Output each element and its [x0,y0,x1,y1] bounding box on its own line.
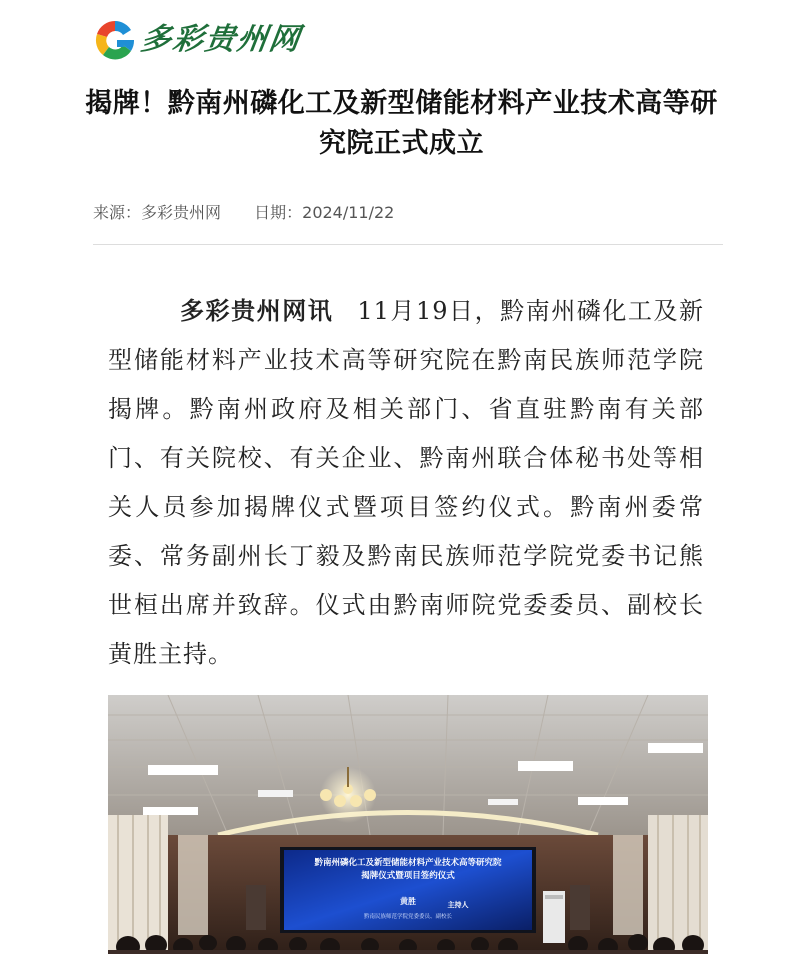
article-paragraph: 11月19日，黔南州磷化工及新型储能材料产业技术高等研究院在黔南民族师范学院揭牌。黔南州政府及相关部门、省直驻黔南有关部门、有关院校、有关企业、黔南州联合体秘书处等相关人员参加揭牌仪式暨项目签约仪式。黔南州委常委、常务副州长丁毅及黔南民族师范学院党委书记熊世桓出席并致辞。仪式由黔南师院党委委员、副校长黄胜主持。 [108,297,705,668]
screen-name: 黄胜 [400,897,416,906]
date-value: 2024/11/22 [302,203,395,222]
screen-line2: 揭牌仪式暨项目签约仪式 [361,871,455,881]
article-photo [108,695,708,954]
colorful-g-logo-icon [93,18,137,62]
source-label: 来源： [93,203,142,222]
source-value: 多彩贵州网 [141,203,222,222]
article-title: 揭牌！黔南州磷化工及新型储能材料产业技术高等研究院正式成立 [85,88,718,159]
article-meta [93,201,394,225]
article-lead: 多彩贵州网讯 [180,296,334,325]
screen-line1: 黔南州磷化工及新型储能材料产业技术高等研究院 [314,858,502,868]
date-label: 日期： [254,203,303,222]
meta-divider [93,244,723,245]
site-logo[interactable] [93,16,304,64]
screen-role: 主持人 [447,901,469,909]
screen-sub: 黔南民族师范学院党委委员、副校长 [363,914,453,920]
logo-text: 多彩贵州网 [138,22,304,57]
article-body [108,286,704,679]
